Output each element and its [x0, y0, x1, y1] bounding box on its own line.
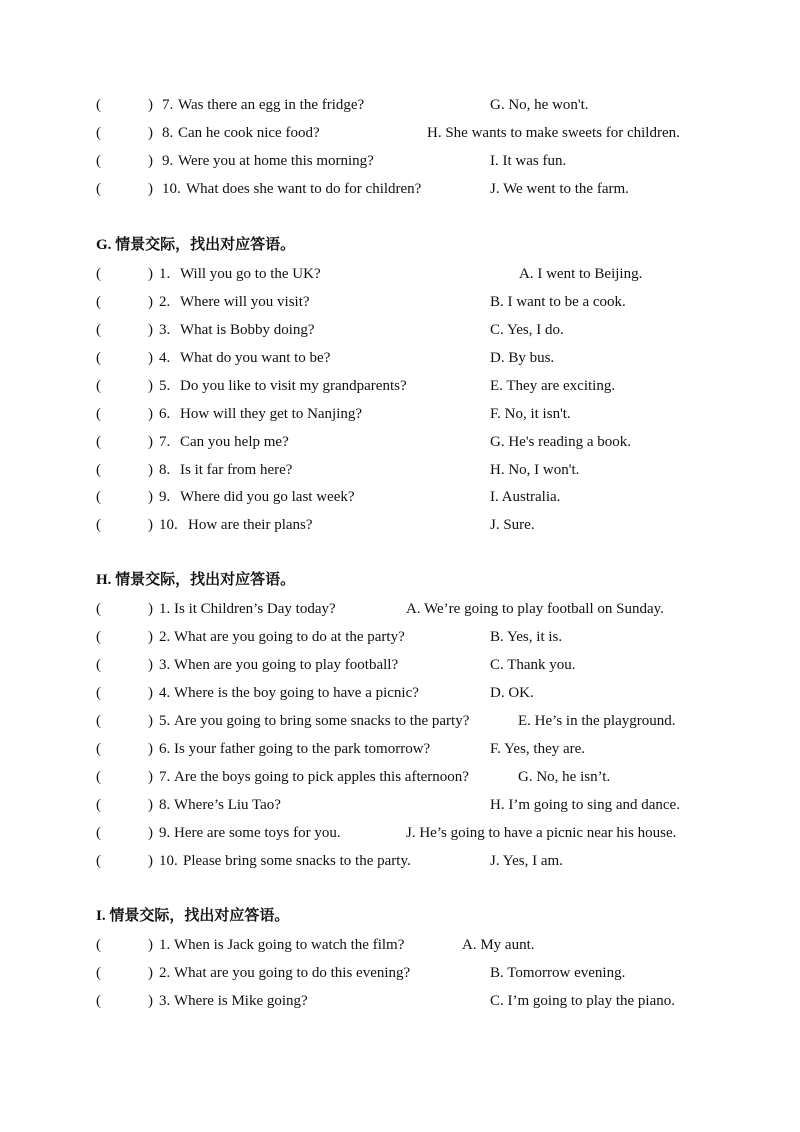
question-number: 8.: [159, 797, 171, 813]
answer-blank-close: ): [148, 713, 153, 729]
question-number: 1.: [159, 937, 171, 953]
answer-option: I. It was fun.: [490, 153, 567, 169]
question-number: 3.: [159, 993, 171, 1009]
answer-blank-close: ): [148, 517, 153, 533]
answer-blank-close: ): [148, 125, 153, 141]
list-item: [0, 598, 800, 620]
answer-blank-open: (: [96, 993, 101, 1009]
answer-option: E. They are exciting.: [490, 378, 616, 394]
answer-blank-open: (: [96, 629, 101, 645]
answer-blank-open: (: [96, 601, 101, 617]
answer-blank-open: (: [96, 937, 101, 953]
list-item: [0, 375, 800, 397]
answer-blank-open: (: [96, 657, 101, 673]
question-text: Will you go to the UK?: [180, 266, 321, 282]
answer-option: C. Thank you.: [490, 657, 576, 673]
answer-blank-close: ): [148, 462, 153, 478]
question-text: Please bring some snacks to the party.: [183, 853, 411, 869]
list-item: [0, 403, 800, 425]
answer-blank-close: ): [148, 825, 153, 841]
answer-blank-close: ): [148, 266, 153, 282]
question-text: Are you going to bring some snacks to the party?: [174, 713, 470, 729]
question-text: Was there an egg in the fridge?: [178, 97, 365, 113]
answer-blank-close: ): [148, 153, 153, 169]
question-text: Here are some toys for you.: [174, 825, 341, 841]
question-text: When are you going to play football?: [174, 657, 399, 673]
list-item: [0, 486, 800, 508]
answer-blank-open: (: [96, 741, 101, 757]
question-text: What is Bobby doing?: [180, 322, 315, 338]
answer-blank-open: (: [96, 125, 101, 141]
answer-blank-close: ): [148, 965, 153, 981]
list-item: [0, 626, 800, 648]
answer-option: C. Yes, I do.: [490, 322, 564, 338]
answer-blank-close: ): [148, 937, 153, 953]
question-text: Can you help me?: [180, 434, 289, 450]
answer-blank-open: (: [96, 97, 101, 113]
question-text: What do you want to be?: [180, 350, 331, 366]
answer-blank-close: ): [148, 601, 153, 617]
answer-option: B. I want to be a cook.: [490, 294, 626, 310]
question-number: 6.: [159, 406, 171, 422]
question-number: 2.: [159, 965, 171, 981]
question-number: 9.: [159, 489, 171, 505]
answer-blank-open: (: [96, 266, 101, 282]
answer-blank-open: (: [96, 825, 101, 841]
question-number: 10.: [162, 181, 181, 197]
question-number: 8.: [162, 125, 174, 141]
list-item: [0, 710, 800, 732]
question-number: 10.: [159, 517, 178, 533]
list-item: [0, 766, 800, 788]
answer-blank-close: ): [148, 797, 153, 813]
question-text: When is Jack going to watch the film?: [174, 937, 405, 953]
section-heading: I. 情景交际，找出对应答语。: [96, 908, 290, 924]
answer-option: I. Australia.: [490, 489, 561, 505]
answer-blank-close: ): [148, 993, 153, 1009]
answer-blank-close: ): [148, 629, 153, 645]
answer-option: F. No, it isn't.: [490, 406, 571, 422]
answer-option: H. She wants to make sweets for children.: [427, 125, 680, 141]
list-item: [0, 291, 800, 313]
answer-blank-open: (: [96, 378, 101, 394]
question-number: 7.: [162, 97, 174, 113]
answer-blank-close: ): [148, 97, 153, 113]
question-text: Are the boys going to pick apples this afternoon?: [174, 769, 469, 785]
list-item: [0, 850, 800, 872]
answer-blank-open: (: [96, 797, 101, 813]
answer-blank-open: (: [96, 406, 101, 422]
answer-blank-close: ): [148, 294, 153, 310]
answer-option: G. No, he won't.: [490, 97, 589, 113]
answer-option: D. By bus.: [490, 350, 555, 366]
answer-blank-open: (: [96, 434, 101, 450]
answer-blank-open: (: [96, 489, 101, 505]
answer-blank-open: (: [96, 322, 101, 338]
question-number: 9.: [159, 825, 171, 841]
question-number: 7.: [159, 434, 171, 450]
answer-option: B. Yes, it is.: [490, 629, 563, 645]
list-item: [0, 178, 800, 200]
question-text: Where is Mike going?: [174, 993, 308, 1009]
section-heading: G. 情景交际，找出对应答语。: [96, 237, 296, 253]
answer-blank-open: (: [96, 853, 101, 869]
list-item: [0, 263, 800, 285]
answer-blank-open: (: [96, 153, 101, 169]
answer-blank-open: (: [96, 294, 101, 310]
answer-blank-open: (: [96, 713, 101, 729]
list-item: [0, 682, 800, 704]
question-text: How are their plans?: [188, 517, 313, 533]
question-text: Where is the boy going to have a picnic?: [174, 685, 419, 701]
question-number: 1.: [159, 601, 171, 617]
question-number: 5.: [159, 713, 171, 729]
answer-option: G. No, he isn’t.: [518, 769, 611, 785]
answer-blank-close: ): [148, 406, 153, 422]
answer-option: H. I’m going to sing and dance.: [490, 797, 680, 813]
answer-blank-close: ): [148, 181, 153, 197]
question-number: 6.: [159, 741, 171, 757]
answer-blank-close: ): [148, 434, 153, 450]
list-item: [0, 962, 800, 984]
question-text: Is it far from here?: [180, 462, 293, 478]
answer-blank-close: ): [148, 769, 153, 785]
question-number: 4.: [159, 350, 171, 366]
question-number: 2.: [159, 294, 171, 310]
answer-blank-open: (: [96, 181, 101, 197]
question-number: 8.: [159, 462, 171, 478]
answer-option: A. My aunt.: [462, 937, 535, 953]
answer-option: B. Tomorrow evening.: [490, 965, 626, 981]
question-number: 3.: [159, 322, 171, 338]
question-text: Were you at home this morning?: [178, 153, 374, 169]
answer-blank-open: (: [96, 685, 101, 701]
question-number: 7.: [159, 769, 171, 785]
list-item: [0, 654, 800, 676]
question-text: Where will you visit?: [180, 294, 310, 310]
question-number: 5.: [159, 378, 171, 394]
answer-blank-close: ): [148, 350, 153, 366]
question-text: What does she want to do for children?: [186, 181, 422, 197]
answer-blank-close: ): [148, 657, 153, 673]
answer-blank-close: ): [148, 853, 153, 869]
list-item: [0, 347, 800, 369]
question-text: Where did you go last week?: [180, 489, 355, 505]
answer-option: G. He's reading a book.: [490, 434, 631, 450]
answer-blank-open: (: [96, 965, 101, 981]
question-number: 10.: [159, 853, 178, 869]
answer-option: A. We’re going to play football on Sunday.: [406, 601, 664, 617]
answer-blank-close: ): [148, 378, 153, 394]
answer-option: F. Yes, they are.: [490, 741, 586, 757]
question-text: Is it Children’s Day today?: [174, 601, 336, 617]
question-text: What are you going to do this evening?: [174, 965, 411, 981]
list-item: [0, 122, 800, 144]
answer-option: C. I’m going to play the piano.: [490, 993, 675, 1009]
list-item: [0, 459, 800, 481]
answer-blank-close: ): [148, 322, 153, 338]
list-item: [0, 431, 800, 453]
answer-option: J. Sure.: [490, 517, 535, 533]
answer-blank-open: (: [96, 350, 101, 366]
question-number: 4.: [159, 685, 171, 701]
question-text: Do you like to visit my grandparents?: [180, 378, 407, 394]
question-number: 2.: [159, 629, 171, 645]
question-text: How will they get to Nanjing?: [180, 406, 363, 422]
question-text: Where’s Liu Tao?: [174, 797, 281, 813]
list-item: [0, 794, 800, 816]
answer-blank-open: (: [96, 769, 101, 785]
list-item: [0, 94, 800, 116]
question-number: 1.: [159, 266, 171, 282]
answer-option: E. He’s in the playground.: [518, 713, 676, 729]
answer-blank-open: (: [96, 462, 101, 478]
question-text: What are you going to do at the party?: [174, 629, 405, 645]
list-item: [0, 990, 800, 1012]
answer-option: J. He’s going to have a picnic near his house.: [406, 825, 677, 841]
answer-blank-open: (: [96, 517, 101, 533]
answer-blank-close: ): [148, 741, 153, 757]
question-number: 3.: [159, 657, 171, 673]
answer-option: D. OK.: [490, 685, 534, 701]
section-heading: H. 情景交际，找出对应答语。: [96, 572, 296, 588]
list-item: [0, 738, 800, 760]
list-item: [0, 934, 800, 956]
question-text: Can he cook nice food?: [178, 125, 320, 141]
list-item: [0, 150, 800, 172]
question-number: 9.: [162, 153, 174, 169]
answer-option: J. Yes, I am.: [490, 853, 563, 869]
answer-blank-close: ): [148, 489, 153, 505]
list-item: [0, 319, 800, 341]
answer-option: J. We went to the farm.: [490, 181, 629, 197]
answer-option: A. I went to Beijing.: [519, 266, 643, 282]
list-item: [0, 514, 800, 536]
question-text: Is your father going to the park tomorrow?: [174, 741, 431, 757]
answer-option: H. No, I won't.: [490, 462, 580, 478]
answer-blank-close: ): [148, 685, 153, 701]
list-item: [0, 822, 800, 844]
